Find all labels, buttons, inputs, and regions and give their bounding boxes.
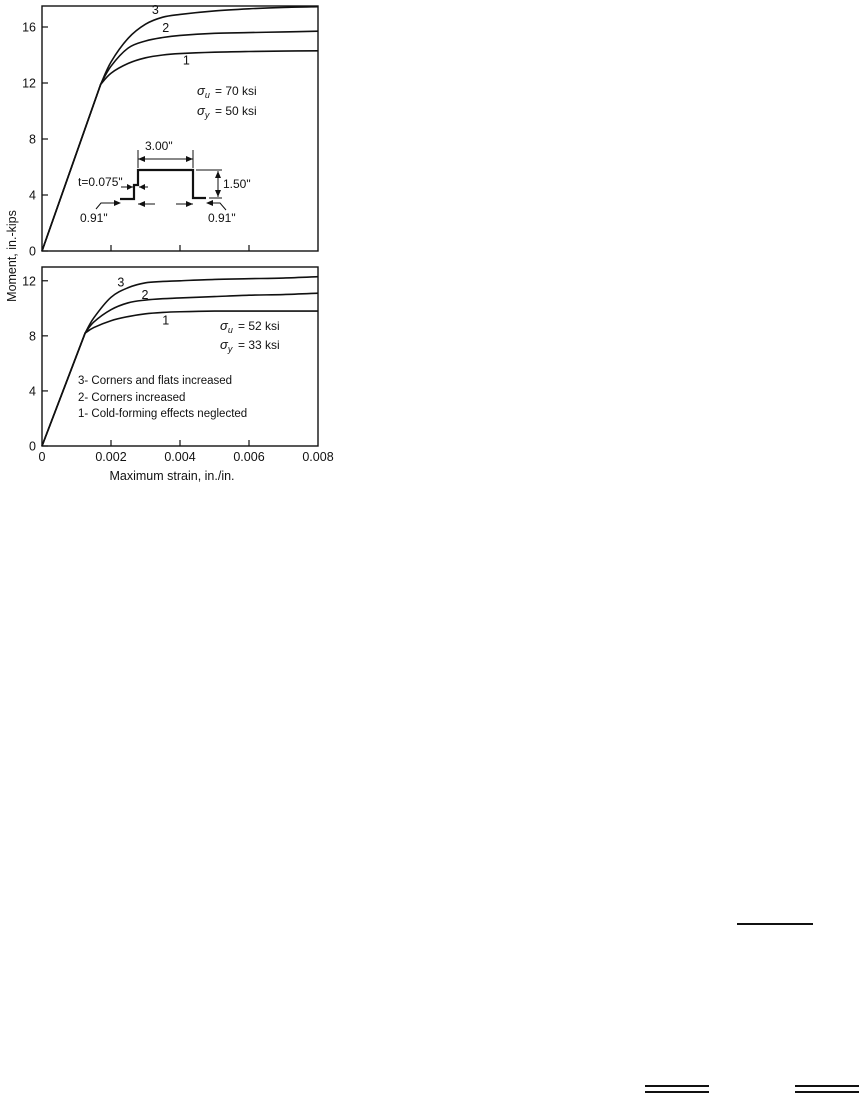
lower-y-ticks (22, 274, 48, 453)
sigma-y-value: = 50 ksi (215, 104, 257, 118)
sigma-y-symbol-lower: $\sigma_y$ (220, 337, 233, 354)
lower-x-ticks (39, 440, 334, 464)
lower-y-tick-label: 4 (29, 384, 36, 399)
horizontal-rule-1 (737, 923, 813, 925)
right-lip-dimension: 0.91" (208, 211, 236, 225)
lower-y-tick-label: 12 (22, 274, 36, 289)
upper-y-tick-label: 8 (29, 132, 36, 147)
hat-section-sketch (78, 139, 251, 225)
upper-y-ticks (22, 21, 48, 259)
lower-x-tick-label: 0.008 (302, 450, 334, 464)
hat-section-outline (120, 170, 206, 199)
lower-y-tick-label: 0 (29, 439, 36, 454)
sigma-u-symbol-lower: $\sigma_u$ (220, 318, 233, 335)
depth-dimension: 1.50" (223, 177, 251, 191)
x-axis-label: Maximum strain, in./in. (109, 469, 235, 483)
upper-y-tick-label: 12 (22, 76, 36, 91)
sigma-u-value: = 70 ksi (215, 84, 257, 98)
lower-curve-3 (42, 277, 318, 446)
y-axis-label: Moment, in.-kips (5, 210, 19, 302)
upper-curve-label-2: 2 (162, 21, 170, 36)
upper-curve-label-3: 3 (151, 3, 159, 17)
lower-x-tick-label: 0.002 (95, 450, 127, 464)
horizontal-rule-3 (645, 1091, 709, 1093)
upper-chart-panel (22, 3, 318, 259)
lower-x-tick-label: 0.006 (233, 450, 265, 464)
lower-x-tick-label: 0 (38, 450, 46, 464)
lower-chart-panel (22, 267, 334, 464)
upper-y-tick-label: 4 (29, 188, 36, 203)
upper-y-tick-label: 16 (22, 20, 36, 35)
lower-curve-label-2: 2 (141, 288, 149, 303)
horizontal-rule-4 (795, 1085, 859, 1087)
left-lip-dimension: 0.91" (80, 211, 108, 225)
lower-curve-label-1: 1 (162, 313, 170, 328)
horizontal-rule-2 (645, 1085, 709, 1087)
lower-x-tick-label: 0.004 (164, 450, 196, 464)
sigma-y-value-lower: = 33 ksi (238, 338, 280, 352)
width-dimension: 3.00" (145, 139, 173, 153)
lower-curve-label-3: 3 (117, 275, 125, 290)
lower-curve-2 (42, 293, 318, 446)
upper-curve-label-1: 1 (182, 53, 190, 68)
lower-curves (42, 277, 318, 446)
legend-entry-2: 2- Corners increased (78, 392, 186, 404)
legend-entry-1: 1- Cold-forming effects neglected (78, 408, 248, 420)
legend-entry-3: 3- Corners and flats increased (78, 375, 233, 387)
lower-y-tick-label: 8 (29, 329, 36, 344)
upper-y-tick-label: 0 (29, 244, 36, 259)
sigma-u-symbol: $\sigma_u$ (197, 83, 210, 100)
sigma-u-value-lower: = 52 ksi (238, 319, 280, 333)
thickness-dimension: t=0.075" (78, 175, 123, 189)
upper-x-ticks (111, 245, 249, 251)
horizontal-rule-5 (795, 1091, 859, 1093)
sigma-y-symbol: $\sigma_y$ (197, 103, 210, 120)
